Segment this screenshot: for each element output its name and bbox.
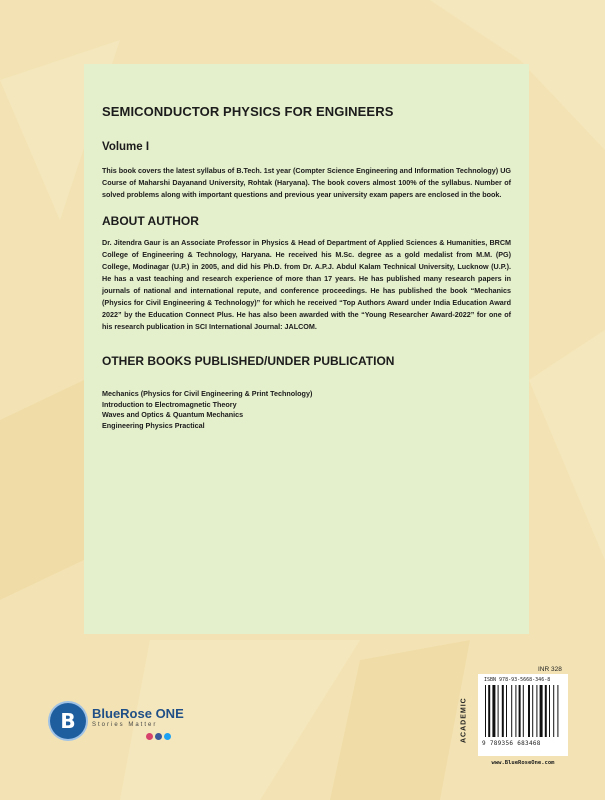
barcode-icon <box>484 685 562 737</box>
book-list-item: Waves and Optics & Quantum Mechanics <box>102 410 244 419</box>
facebook-icon <box>155 733 162 740</box>
publisher-logo-icon: B <box>50 703 86 739</box>
publisher-name: BlueRose ONE <box>92 706 184 721</box>
publisher-tagline: Stories Matter <box>92 722 158 728</box>
other-books-list <box>102 389 511 431</box>
book-list-item: Engineering Physics Practical <box>102 420 205 430</box>
content-panel <box>84 64 529 634</box>
price-label: INR 328 <box>538 666 562 673</box>
publisher-website: www.BlueRoseOne.com <box>491 760 555 766</box>
barcode-box <box>478 674 568 756</box>
other-books-heading: OTHER BOOKS PUBLISHED/UNDER PUBLICATION <box>102 354 395 368</box>
book-list-item: Mechanics (Physics for Civil Engineering & Print Technology) <box>102 389 313 398</box>
about-author-heading: ABOUT AUTHOR <box>102 214 199 228</box>
isbn-number: 9 789356 683468 <box>482 740 541 747</box>
book-title: SEMICONDUCTOR PHYSICS FOR ENGINEERS <box>102 104 394 119</box>
twitter-icon <box>164 733 171 740</box>
book-description: This book covers the latest syllabus of B.Tech. 1st year (Compter Science Engineering and Information Technology) UG Course of Maharshi Dayanand University, Rohtak (Haryana). The book covers almost 100% of the syllabus. Number of solved problems along with important questions and previous year university exam papers are enclosed in the book. <box>102 166 511 199</box>
book-list-item: Introduction to Electromagnetic Theory <box>102 399 237 409</box>
volume-label: Volume I <box>102 141 150 153</box>
instagram-icon <box>146 733 153 740</box>
about-author-text: Dr. Jitendra Gaur is an Associate Professor in Physics & Head of Department of Applied Sciences & Humanities, BRCM College of Engineering & Technology, Haryana. He received his M.Sc. degree as a gold medalist from M.M. (PG) College, Modinagar (U.P.) in 2005, and did his Ph.D. from Dr. A.P.J. Abdul Kalam Technical University, Lucknow (U.P.). He has a vast teaching and research experience of more than 17 years. He has published many research papers in journals of national and international repute, and conference proceedings. He has published the book “Mechanics (Physics for Civil Engineering & Technology)” for which he received “Top Authors Award under India Education Award 2022” by the Education Connect Plus. He has also been awarded with the “Young Researcher Award-2022” for one of his research publication in SCI International Journal: JALCOM. <box>102 238 511 331</box>
category-label: ACADEMIC <box>460 697 468 743</box>
publisher-logo <box>50 700 190 748</box>
isbn-top-text: ISBN 978-93-5668-346-8 <box>484 677 551 683</box>
social-icons <box>146 733 171 740</box>
